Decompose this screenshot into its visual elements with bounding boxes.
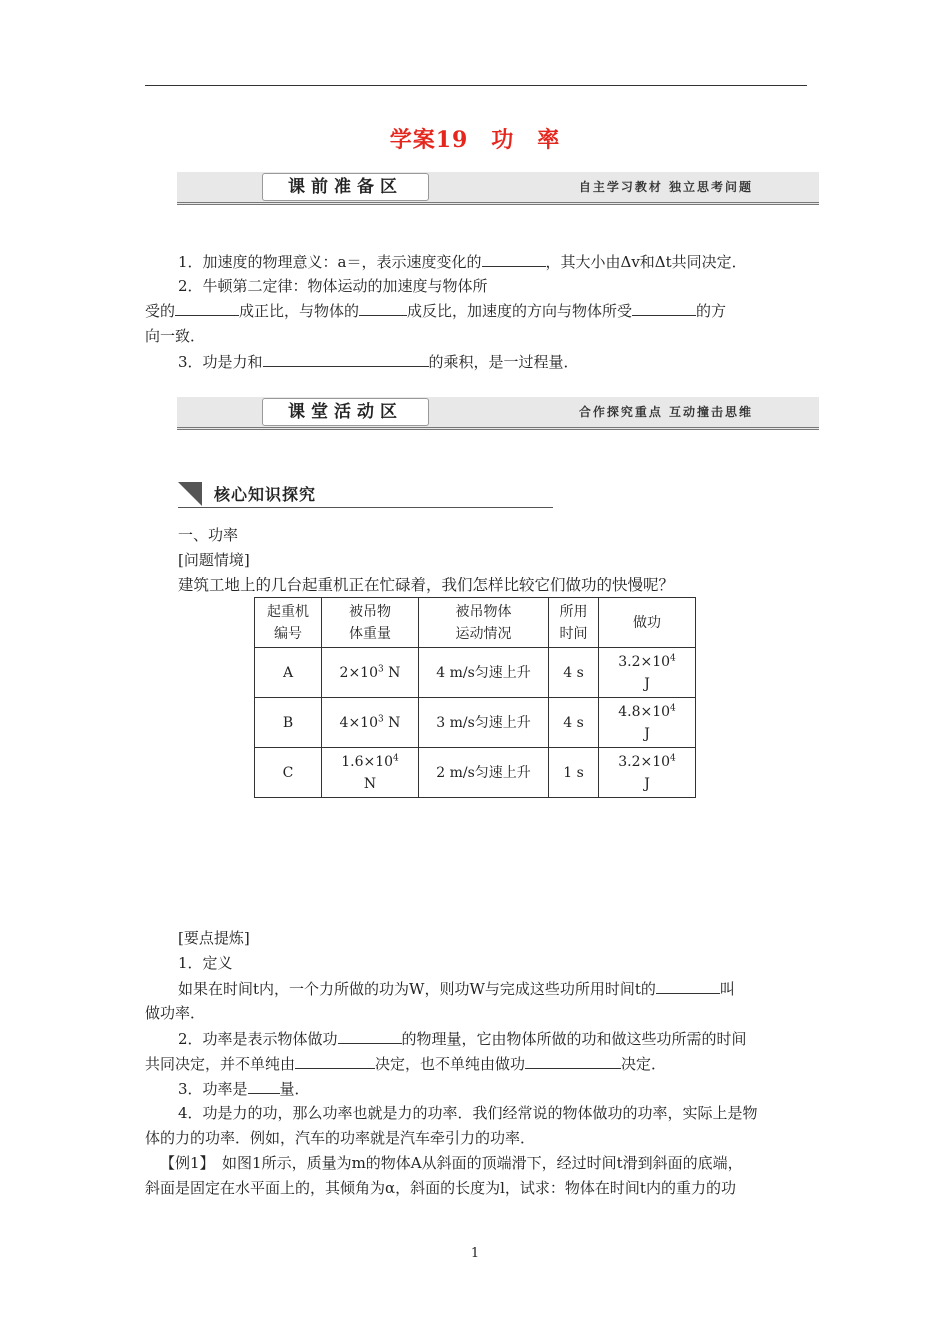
banner-subtitle: 自主学习教材 独立思考问题 [578, 180, 753, 194]
fill-blank [359, 299, 407, 316]
header-cell: 被吊物体 运动情况 [419, 598, 549, 648]
fill-blank [175, 299, 239, 316]
table-cell: 4 m/s匀速上升 [419, 648, 549, 698]
table-cell: C [255, 748, 322, 798]
header-cell: 所用 时间 [549, 598, 599, 648]
point-1-line-b: 做功率． [145, 1004, 206, 1022]
prep-text: 的方 [696, 302, 727, 320]
fill-blank [263, 350, 429, 367]
fill-blank [338, 1027, 402, 1044]
prep-line-5 [178, 350, 579, 373]
point-text: 3．功率是 [178, 1080, 248, 1098]
example-line-b: 斜面是固定在水平面上的，其倾角为α，斜面的长度为l，试求：物体在时间t内的重力的功 [145, 1179, 736, 1197]
point-text: 如果在时间t内，一个力所做的功为W，则功W与完成这些功所用时间t的 [178, 980, 656, 998]
header-cell: 被吊物 体重量 [322, 598, 419, 648]
table-cell: 4 s [549, 648, 599, 698]
fill-blank [525, 1052, 621, 1069]
point-4-line-b: 体的力的功率．例如，汽车的功率就是汽车牵引力的功率． [145, 1129, 536, 1147]
prep-text: 3．功是力和 [178, 353, 263, 371]
fill-blank [656, 977, 720, 994]
table-cell: B [255, 698, 322, 748]
point-4-line-a: 4．功是力的功，那么功率也就是力的功率．我们经常说的物体做功的功率，实际上是物 [178, 1104, 758, 1122]
section-heading: 一、功率 [178, 526, 239, 544]
point-1-heading: 1．定义 [178, 954, 233, 972]
point-text: 决定． [621, 1055, 667, 1073]
points-label: [要点提炼] [178, 929, 250, 947]
point-text: 叫 [719, 980, 735, 998]
prep-text: 成反比，加速度的方向与物体所受 [407, 302, 633, 320]
fill-blank [632, 299, 696, 316]
prep-text: 的乘积，是一过程量． [428, 353, 579, 371]
prep-text: 成正比，与物体的 [239, 302, 360, 320]
point-text: 的物理量，它由物体所做的功和做这些功所需的时间 [401, 1030, 747, 1048]
point-text: 决定，也不单纯由做功 [375, 1055, 526, 1073]
prep-line-2: 2．牛顿第二定律：物体运动的加速度与物体所 [178, 277, 488, 295]
top-rule [145, 85, 807, 86]
fill-blank [295, 1052, 375, 1069]
table-cell: 4 s [549, 698, 599, 748]
table-cell: $4.8\times 10^4$ J [599, 698, 696, 748]
banner-label: 课堂活动区 [262, 398, 429, 426]
prep-line-4: 向一致． [145, 327, 206, 345]
table-cell: $3.2\times 10^4$ J [599, 648, 696, 698]
table-cell: $3.2\times 10^4$ J [599, 748, 696, 798]
core-knowledge-title: 核心知识探究 [214, 485, 317, 504]
triangle-marker-icon [178, 482, 202, 506]
prep-text: 1．加速度的物理意义：a＝，表示速度变化的 [178, 253, 482, 271]
problem-label: [问题情境] [178, 551, 250, 569]
core-knowledge-heading [178, 482, 553, 508]
table-row [255, 698, 696, 748]
point-text: 共同决定，并不单纯由 [145, 1055, 296, 1073]
fill-blank [482, 250, 546, 267]
header-cell: 做功 [599, 598, 696, 648]
table-header-row [255, 598, 696, 648]
table-cell: 3 m/s匀速上升 [419, 698, 549, 748]
document-title: 学案19 功 率 [389, 127, 561, 153]
banner-subtitle: 合作探究重点 互动撞击思维 [578, 405, 753, 419]
banner-preparation [177, 172, 819, 205]
page-number: 1 [470, 1246, 480, 1261]
point-3 [178, 1077, 310, 1100]
table-cell: 2 m/s匀速上升 [419, 748, 549, 798]
table-cell: $4\times 10^3$ N [322, 698, 419, 748]
point-text: 2．功率是表示物体做功 [178, 1030, 338, 1048]
table-cell: $2\times 10^3$ N [322, 648, 419, 698]
table-cell: 1 s [549, 748, 599, 798]
crane-table [254, 597, 696, 798]
point-1-line-a [178, 977, 735, 1000]
point-2-line-a [178, 1027, 747, 1050]
prep-text: 受的 [145, 302, 176, 320]
banner-label: 课前准备区 [262, 173, 429, 201]
table-cell: $1.6\times 10^4$ N [322, 748, 419, 798]
table-cell: A [255, 648, 322, 698]
header-cell: 起重机 编号 [255, 598, 322, 648]
prep-text: ，其大小由Δv和Δt共同决定． [545, 253, 747, 271]
prep-line-1 [178, 250, 747, 273]
prep-line-3 [145, 299, 726, 322]
point-text: 量． [279, 1080, 310, 1098]
table-row [255, 648, 696, 698]
example-line-a: 【例1】 如图1所示，质量为m的物体A从斜面的顶端滑下，经过时间t滑到斜面的底端， [160, 1154, 743, 1172]
point-2-line-b [145, 1052, 666, 1075]
banner-classroom [177, 397, 819, 430]
fill-blank [248, 1077, 280, 1094]
problem-text: 建筑工地上的几台起重机正在忙碌着，我们怎样比较它们做功的快慢呢？ [178, 576, 675, 594]
table-row [255, 748, 696, 798]
